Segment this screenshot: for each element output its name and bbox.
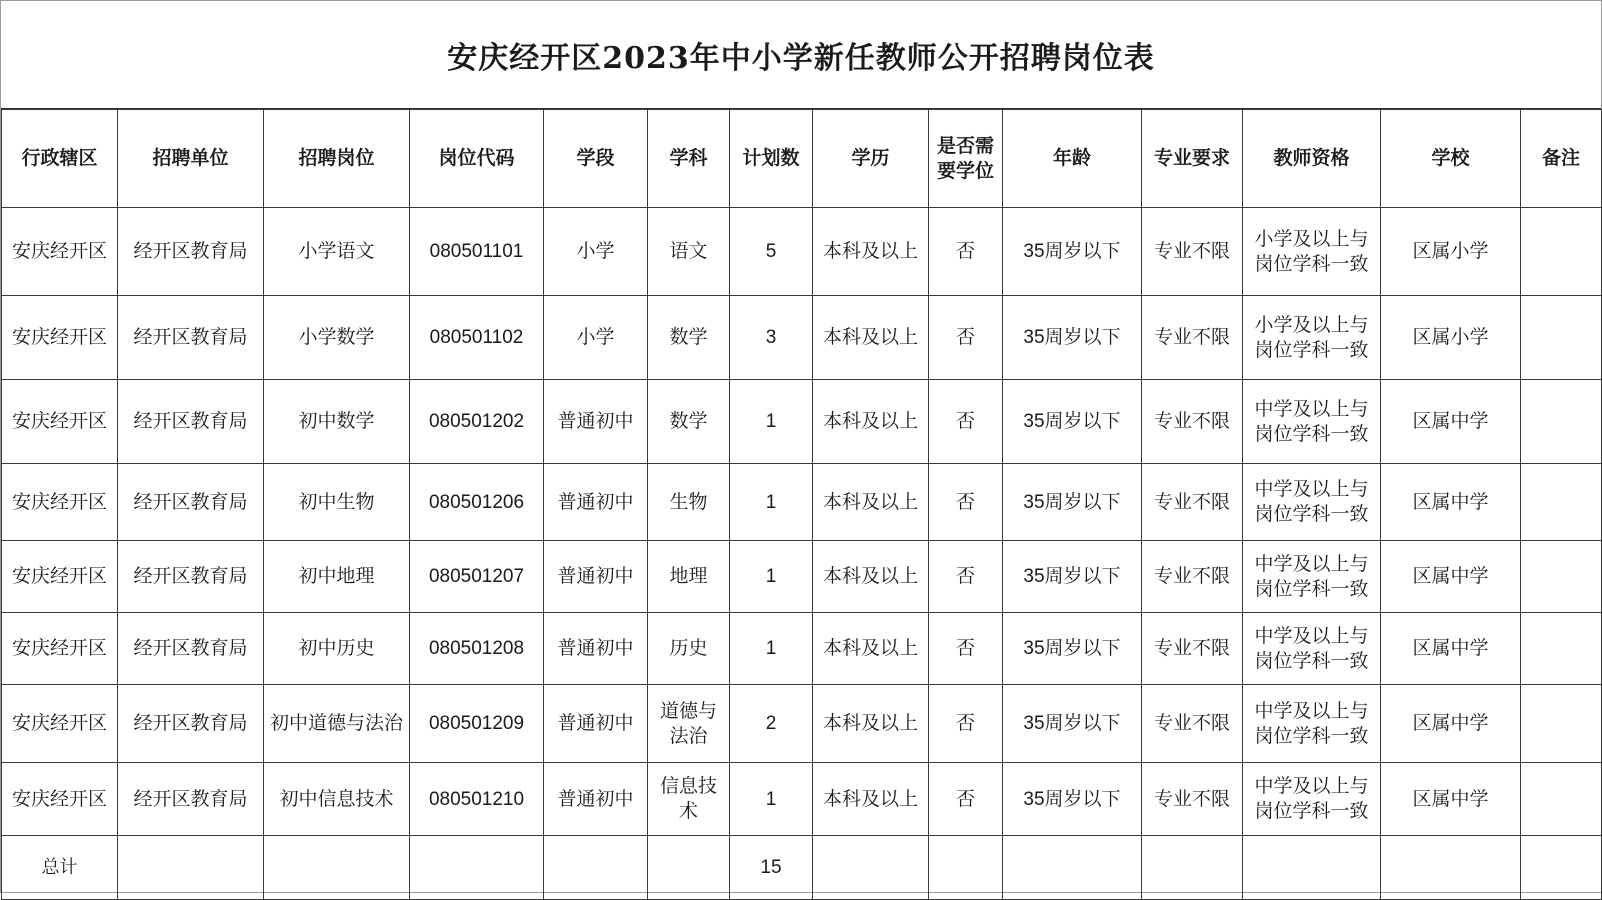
header-major: 专业要求 [1142, 110, 1243, 208]
table-row [2, 296, 1602, 380]
cell-qualification: 中学及以上与岗位学科一致 [1243, 763, 1381, 836]
total-cell-empty [1521, 836, 1602, 900]
cell-school-level: 普通初中 [544, 613, 648, 685]
cell-position-code: 080501209 [410, 685, 544, 763]
cell-qualification: 中学及以上与岗位学科一致 [1243, 685, 1381, 763]
total-label: 总计 [2, 836, 118, 900]
cell-subject: 信息技术 [648, 763, 730, 836]
cell-subject: 生物 [648, 464, 730, 541]
cell-position: 初中地理 [264, 541, 410, 613]
cell-major: 专业不限 [1142, 541, 1243, 613]
header-position: 招聘岗位 [264, 110, 410, 208]
cell-school: 区属中学 [1381, 763, 1521, 836]
cell-degree-required: 否 [929, 763, 1003, 836]
total-cell-empty [1142, 836, 1243, 900]
cell-notes [1521, 208, 1602, 296]
cell-position: 小学语文 [264, 208, 410, 296]
cell-qualification: 小学及以上与岗位学科一致 [1243, 296, 1381, 380]
cell-district: 安庆经开区 [2, 296, 118, 380]
cell-plan-count: 1 [730, 763, 813, 836]
cell-major: 专业不限 [1142, 208, 1243, 296]
cell-employer: 经开区教育局 [118, 613, 264, 685]
cell-district: 安庆经开区 [2, 464, 118, 541]
cell-position: 初中生物 [264, 464, 410, 541]
cell-position: 初中信息技术 [264, 763, 410, 836]
table-header-row [2, 110, 1602, 208]
cell-district: 安庆经开区 [2, 541, 118, 613]
cell-plan-count: 1 [730, 613, 813, 685]
cell-notes [1521, 541, 1602, 613]
cell-school-level: 小学 [544, 208, 648, 296]
cell-education: 本科及以上 [813, 613, 929, 685]
cell-position: 小学数学 [264, 296, 410, 380]
cell-position: 初中历史 [264, 613, 410, 685]
table-row [2, 613, 1602, 685]
total-cell-empty [1003, 836, 1142, 900]
cell-plan-count: 1 [730, 541, 813, 613]
cell-district: 安庆经开区 [2, 763, 118, 836]
cell-position-code: 080501208 [410, 613, 544, 685]
cell-district: 安庆经开区 [2, 380, 118, 464]
cell-age: 35周岁以下 [1003, 464, 1142, 541]
cell-position-code: 080501210 [410, 763, 544, 836]
header-subject: 学科 [648, 110, 730, 208]
cell-major: 专业不限 [1142, 613, 1243, 685]
cell-employer: 经开区教育局 [118, 380, 264, 464]
cell-age: 35周岁以下 [1003, 541, 1142, 613]
cell-qualification: 中学及以上与岗位学科一致 [1243, 613, 1381, 685]
total-row [2, 836, 1602, 900]
cell-position-code: 080501206 [410, 464, 544, 541]
cell-qualification: 中学及以上与岗位学科一致 [1243, 464, 1381, 541]
cell-employer: 经开区教育局 [118, 464, 264, 541]
cell-notes [1521, 613, 1602, 685]
header-school: 学校 [1381, 110, 1521, 208]
cell-subject: 历史 [648, 613, 730, 685]
cell-major: 专业不限 [1142, 296, 1243, 380]
cell-subject: 语文 [648, 208, 730, 296]
cell-position-code: 080501102 [410, 296, 544, 380]
header-notes: 备注 [1521, 110, 1602, 208]
cell-education: 本科及以上 [813, 464, 929, 541]
cell-employer: 经开区教育局 [118, 685, 264, 763]
cell-notes [1521, 763, 1602, 836]
cell-notes [1521, 685, 1602, 763]
cell-notes [1521, 296, 1602, 380]
cell-school-level: 普通初中 [544, 685, 648, 763]
cell-school: 区属中学 [1381, 380, 1521, 464]
total-cell-empty [813, 836, 929, 900]
table-row [2, 380, 1602, 464]
cell-position: 初中数学 [264, 380, 410, 464]
header-qualification: 教师资格 [1243, 110, 1381, 208]
cell-plan-count: 3 [730, 296, 813, 380]
cell-degree-required: 否 [929, 541, 1003, 613]
header-employer: 招聘单位 [118, 110, 264, 208]
cell-subject: 数学 [648, 380, 730, 464]
cell-district: 安庆经开区 [2, 685, 118, 763]
total-cell-empty [648, 836, 730, 900]
cell-school: 区属中学 [1381, 613, 1521, 685]
cell-age: 35周岁以下 [1003, 763, 1142, 836]
total-plan-count: 15 [730, 836, 813, 900]
cell-subject: 道德与法治 [648, 685, 730, 763]
cell-degree-required: 否 [929, 685, 1003, 763]
cell-education: 本科及以上 [813, 208, 929, 296]
cell-school-level: 普通初中 [544, 541, 648, 613]
total-cell-empty [118, 836, 264, 900]
cell-plan-count: 5 [730, 208, 813, 296]
cell-employer: 经开区教育局 [118, 763, 264, 836]
cell-position: 初中道德与法治 [264, 685, 410, 763]
cell-school: 区属中学 [1381, 464, 1521, 541]
table-row [2, 763, 1602, 836]
cell-subject: 数学 [648, 296, 730, 380]
cell-major: 专业不限 [1142, 763, 1243, 836]
cell-degree-required: 否 [929, 464, 1003, 541]
total-cell-empty [1381, 836, 1521, 900]
cell-education: 本科及以上 [813, 296, 929, 380]
cell-school: 区属小学 [1381, 208, 1521, 296]
cell-education: 本科及以上 [813, 763, 929, 836]
cell-notes [1521, 380, 1602, 464]
cell-age: 35周岁以下 [1003, 296, 1142, 380]
cell-school: 区属小学 [1381, 296, 1521, 380]
header-age: 年龄 [1003, 110, 1142, 208]
table-row [2, 541, 1602, 613]
cell-degree-required: 否 [929, 613, 1003, 685]
cell-qualification: 小学及以上与岗位学科一致 [1243, 208, 1381, 296]
table-row [2, 464, 1602, 541]
cell-district: 安庆经开区 [2, 208, 118, 296]
cell-plan-count: 1 [730, 464, 813, 541]
cell-position-code: 080501207 [410, 541, 544, 613]
cell-major: 专业不限 [1142, 464, 1243, 541]
table-row [2, 208, 1602, 296]
total-cell-empty [544, 836, 648, 900]
header-plan-count: 计划数 [730, 110, 813, 208]
cell-school-level: 普通初中 [544, 380, 648, 464]
cell-degree-required: 否 [929, 208, 1003, 296]
cell-school: 区属中学 [1381, 541, 1521, 613]
total-cell-empty [264, 836, 410, 900]
page-title: 安庆经开区2023年中小学新任教师公开招聘岗位表 [1, 1, 1601, 110]
total-cell-empty [1243, 836, 1381, 900]
cell-subject: 地理 [648, 541, 730, 613]
cell-education: 本科及以上 [813, 541, 929, 613]
cell-employer: 经开区教育局 [118, 541, 264, 613]
cell-plan-count: 1 [730, 380, 813, 464]
cell-qualification: 中学及以上与岗位学科一致 [1243, 380, 1381, 464]
cell-position-code: 080501101 [410, 208, 544, 296]
table-row [2, 685, 1602, 763]
cell-position-code: 080501202 [410, 380, 544, 464]
header-degree-required: 是否需要学位 [929, 110, 1003, 208]
cell-degree-required: 否 [929, 296, 1003, 380]
cell-age: 35周岁以下 [1003, 208, 1142, 296]
cell-school: 区属中学 [1381, 685, 1521, 763]
cell-major: 专业不限 [1142, 380, 1243, 464]
cell-employer: 经开区教育局 [118, 208, 264, 296]
header-education: 学历 [813, 110, 929, 208]
cell-qualification: 中学及以上与岗位学科一致 [1243, 541, 1381, 613]
cell-education: 本科及以上 [813, 685, 929, 763]
recruitment-table [1, 109, 1602, 900]
cell-major: 专业不限 [1142, 685, 1243, 763]
cell-district: 安庆经开区 [2, 613, 118, 685]
cell-school-level: 普通初中 [544, 464, 648, 541]
cell-education: 本科及以上 [813, 380, 929, 464]
header-position-code: 岗位代码 [410, 110, 544, 208]
cell-age: 35周岁以下 [1003, 685, 1142, 763]
cell-age: 35周岁以下 [1003, 613, 1142, 685]
cell-notes [1521, 464, 1602, 541]
cell-degree-required: 否 [929, 380, 1003, 464]
cell-age: 35周岁以下 [1003, 380, 1142, 464]
cell-employer: 经开区教育局 [118, 296, 264, 380]
cell-school-level: 普通初中 [544, 763, 648, 836]
total-cell-empty [410, 836, 544, 900]
header-school-level: 学段 [544, 110, 648, 208]
cell-plan-count: 2 [730, 685, 813, 763]
cell-school-level: 小学 [544, 296, 648, 380]
total-cell-empty [929, 836, 1003, 900]
header-district: 行政辖区 [2, 110, 118, 208]
